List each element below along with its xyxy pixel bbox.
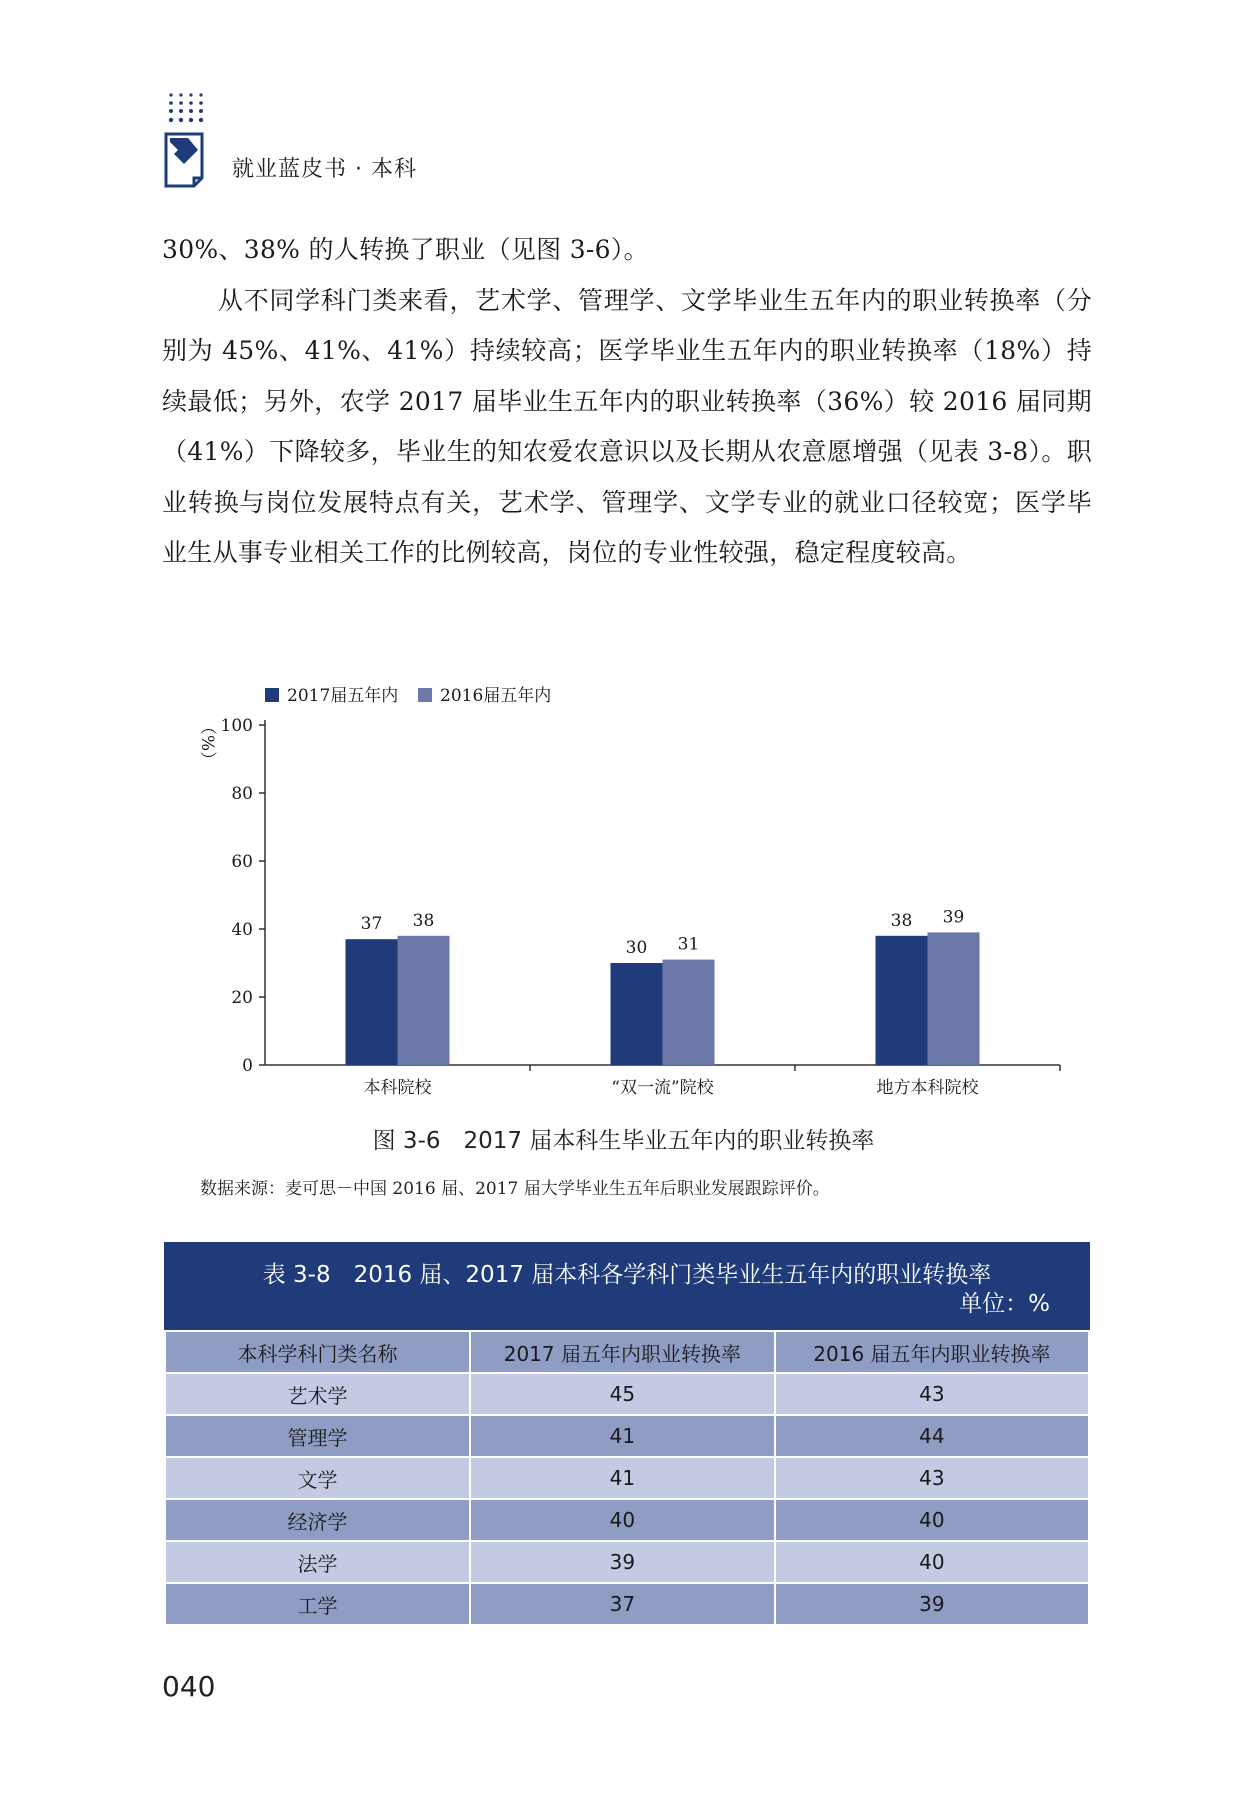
table-cell: 45 [470, 1373, 775, 1415]
bar [398, 936, 450, 1065]
bar-data-label: 38 [412, 910, 435, 931]
y-tick-label: 80 [231, 784, 253, 804]
table-cell: 41 [470, 1457, 775, 1499]
bar [611, 963, 663, 1065]
data-source-note: 数据来源：麦可思－中国 2016 届、2017 届大学毕业生五年后职业发展跟踪评价。 [200, 1179, 830, 1199]
table-row [165, 1457, 1089, 1499]
body-text [162, 225, 1092, 579]
bar-data-label: 37 [360, 914, 383, 935]
table-cell: 文学 [165, 1457, 470, 1499]
column-header: 本科学科门类名称 [165, 1331, 470, 1373]
table-cell: 40 [470, 1499, 775, 1541]
y-tick-label: 0 [242, 1056, 253, 1076]
chart-svg [180, 680, 1080, 1100]
paragraph: 30%、38% 的人转换了职业（见图 3-6）。 [162, 235, 649, 264]
book-corner-logo-icon [164, 132, 210, 188]
column-header: 2016 届五年内职业转换率 [775, 1331, 1089, 1373]
x-tick-label: “双一流”院校 [611, 1078, 714, 1098]
y-tick-label: 60 [231, 852, 253, 872]
table-cell: 41 [470, 1415, 775, 1457]
table-cell: 43 [775, 1373, 1089, 1415]
table-cell: 43 [775, 1457, 1089, 1499]
table-title: 表 3-8 2016 届、2017 届本科各学科门类毕业生五年内的职业转换率 [164, 1242, 1090, 1284]
table-row [165, 1499, 1089, 1541]
paragraph: 从不同学科门类来看，艺术学、管理学、文学毕业生五年内的职业转换率（分别为 45%、41%、41%）持续较高；医学毕业生五年内的职业转换率（18%）持续最低；另外，农学 2017 届毕业生五年内的职业转换率（36%）较 2016 届同期（41%）下降较多，毕业生的知农爱农意识以及长期从农意愿增强（见表 3-8）。职业转换与岗位发展特点有关，艺术学、管理学、文学专业的就业口径较宽；医学毕业生从事专业相关工作的比例较高，岗位的专业性较强，稳定程度较高。 [162, 285, 1092, 567]
table-cell: 40 [775, 1541, 1089, 1583]
table-cell: 管理学 [165, 1415, 470, 1457]
y-tick-label: 100 [220, 716, 253, 736]
dot-grid-icon [168, 92, 210, 128]
x-tick-label: 地方本科院校 [876, 1078, 979, 1098]
table-cell: 39 [775, 1583, 1089, 1625]
bar-data-label: 30 [625, 938, 648, 958]
table-unit: 单位：% [164, 1284, 1090, 1330]
table-cell: 工学 [165, 1583, 470, 1625]
table-cell: 法学 [165, 1541, 470, 1583]
y-axis-label: （%） [197, 717, 217, 769]
table-cell: 艺术学 [165, 1373, 470, 1415]
bar [663, 960, 715, 1065]
legend-label: 2016届五年内 [440, 686, 552, 706]
table [164, 1330, 1090, 1626]
y-tick-label: 40 [231, 920, 253, 940]
table-cell: 37 [470, 1583, 775, 1625]
figure-caption: 图 3-6 2017 届本科生毕业五年内的职业转换率 [372, 1128, 875, 1154]
data-table [164, 1242, 1090, 1626]
table-row [165, 1373, 1089, 1415]
table-row [165, 1583, 1089, 1625]
bar-data-label: 31 [677, 934, 700, 955]
table-row [165, 1415, 1089, 1457]
bar-data-label: 38 [890, 910, 913, 931]
table-cell: 经济学 [165, 1499, 470, 1541]
column-header: 2017 届五年内职业转换率 [470, 1331, 775, 1373]
bar [876, 936, 928, 1065]
legend-swatch [418, 688, 432, 702]
table-header-row [165, 1331, 1089, 1373]
page-number: 040 [162, 1670, 216, 1703]
running-title: 就业蓝皮书 · 本科 [232, 157, 417, 182]
x-tick-label: 本科院校 [363, 1078, 432, 1098]
table-cell: 44 [775, 1415, 1089, 1457]
legend-label: 2017届五年内 [287, 686, 399, 706]
bar [346, 939, 398, 1065]
y-tick-label: 20 [231, 988, 253, 1008]
bar [928, 932, 980, 1065]
table-cell: 40 [775, 1499, 1089, 1541]
table-row [165, 1541, 1089, 1583]
bar-data-label: 39 [942, 907, 965, 928]
bar-chart [180, 680, 1080, 1100]
legend-swatch [265, 688, 279, 702]
table-cell: 39 [470, 1541, 775, 1583]
page-header [160, 92, 1060, 202]
